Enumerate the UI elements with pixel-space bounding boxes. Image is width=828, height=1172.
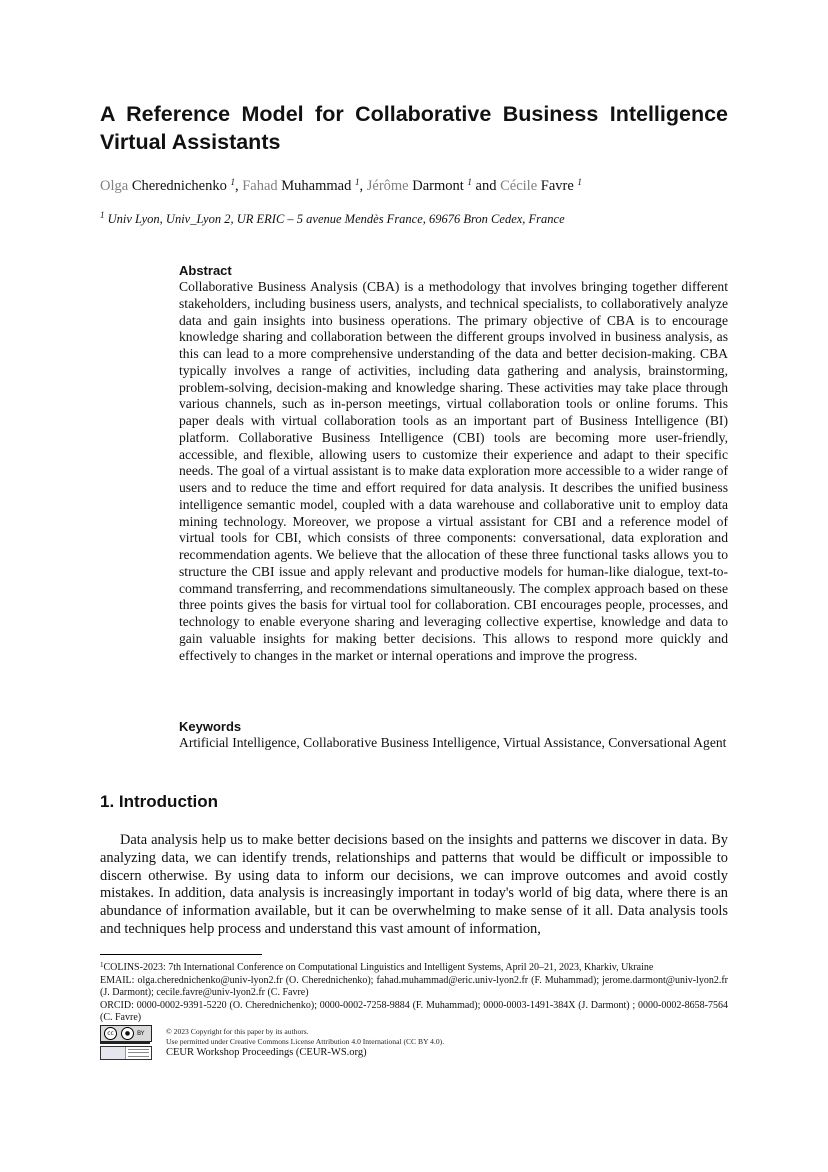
proceedings-line: CEUR Workshop Proceedings (CEUR-WS.org)	[166, 1047, 367, 1058]
cc-badge-footer	[100, 1041, 150, 1044]
cc-icon: cc	[104, 1027, 117, 1040]
orcid-footnote: ORCID: 0000-0002-9391-5220 (O. Cherednichenko); 0000-0002-7258-9884 (F. Muhammad); 0000-0003-1491-384X (J. Darmont) ; 0000-0002-8658-7564 (C. Favre)	[100, 999, 728, 1023]
usage-line: Use permitted under Creative Commons License Attribution 4.0 International (CC BY 4.0).	[166, 1036, 445, 1046]
conference-footnote: $^1$COLINS-2023: 7th International Conference on Computational Linguistics and Intelligent Systems, April 20–21, 2023, Kharkiv, Ukraine	[100, 961, 654, 973]
keywords-heading: Keywords	[179, 719, 242, 734]
author: Fahad Muhammad $^1$	[242, 177, 360, 194]
author: Cécile Favre $^1$	[500, 177, 582, 194]
cc-by-license-icon	[100, 1025, 152, 1042]
author: Olga Cherednichenko $^1$	[100, 177, 235, 194]
keywords-text: Artificial Intelligence, Collaborative Business Intelligence, Virtual Assistance, Conversational Agent	[179, 735, 727, 750]
copyright-line: © 2023 Copyright for this paper by its authors.	[166, 1027, 309, 1036]
paper-title: A Reference Model for Collaborative Business Intelligence Virtual Assistants	[100, 102, 728, 154]
keywords-section	[179, 719, 728, 752]
ceur-workshop-logo	[100, 1046, 152, 1060]
abstract-text: Collaborative Business Analysis (CBA) is a methodology that involves bringing together different stakeholders, including business users, analysts, and technical specialists, to collaboratively analyze data and gain insights into business operations. The primary objective of CBA is to encourage knowledge sharing and collaboration between the different groups involved in business analysis, as this can lead to a more comprehensive understanding of the data and better decision-making. CBA typically involves a range of activities, including data gathering and analysis, brainstorming, problem-solving, decision-making and knowledge sharing. These activities may take place through various channels, such as in-person meetings, virtual collaboration tools or online forums. This paper deals with virtual collaboration tools as an important part of Business Intelligence (BI) platform. Collaborative Business Intelligence (CBI) tools are becoming more user-friendly, accessible, and flexible, allowing users to customize their experience and adapt to their specific needs. The goal of a virtual assistant is to make data exploration more accessible to a wider range of users and to reduce the time and effort required for data analysis. It describes the unified business intelligence semantic model, coupled with a data warehouse and collaborative unit to employ data mining technology. Moreover, we propose a virtual assistant for CBI and a reference model of virtual tools for CBI, which consists of three components: conversational, data exploration and recommendation agents. We believe that the allocation of these three functional tasks allows you to structure the CBI issue and apply relevant and productive models for human-like dialogue, text-to-command transferring, and recommendations simultaneously. The complex approach based on these three points gives the basis for virtual tool for collaboration. CBI encourages people, processes, and technology to enable everyone sharing and leveraging collective expertise, knowledge and data to gain valuable insights for making better decisions. This allows to respond more quickly and effectively to changes in the market or internal operations and improve the progress.	[179, 279, 728, 663]
affiliation: $^1$ Univ Lyon, Univ_Lyon 2, UR ERIC – 5 avenue Mendès France, 69676 Bron Cedex, France	[100, 210, 565, 226]
footnotes	[100, 962, 728, 1025]
email-footnote: EMAIL: olga.cherednichenko@univ-lyon2.fr (O. Cherednichenko); fahad.muhammad@eric.univ-lyon2.fr (F. Muhammad); jerome.darmont@univ-lyon2.fr (J. Darmont); cecile.favre@univ-lyon2.fr (C. Favre)	[100, 974, 728, 998]
by-label: BY	[137, 1030, 145, 1037]
abstract-heading: Abstract	[179, 263, 232, 278]
attribution-icon: ●	[121, 1027, 134, 1040]
abstract-section	[179, 263, 728, 664]
author: Jérôme Darmont $^1$	[366, 177, 472, 194]
author-list: Olga Cherednichenko $^1$, Fahad Muhammad $^1$, Jérôme Darmont $^1$ and Cécile Favre $^1$	[100, 177, 582, 194]
introduction-text: Data analysis help us to make better decisions based on the insights and patterns we discover in data. By analyzing data, we can identify trends, relationships and patterns that would be difficult or impossible to discern otherwise. By using data to inform our decisions, we can improve outcomes and avoid costly mistakes. In addition, data analysis is increasingly important in today's world of big data, where there is an abundance of information available, but it can be overwhelming to make sense of it all. Data analysis tools and techniques help process and understand this vast amount of information,	[100, 832, 728, 937]
license-text	[166, 1027, 726, 1046]
introduction-heading: 1. Introduction	[100, 792, 219, 811]
footnote-divider	[100, 954, 262, 955]
